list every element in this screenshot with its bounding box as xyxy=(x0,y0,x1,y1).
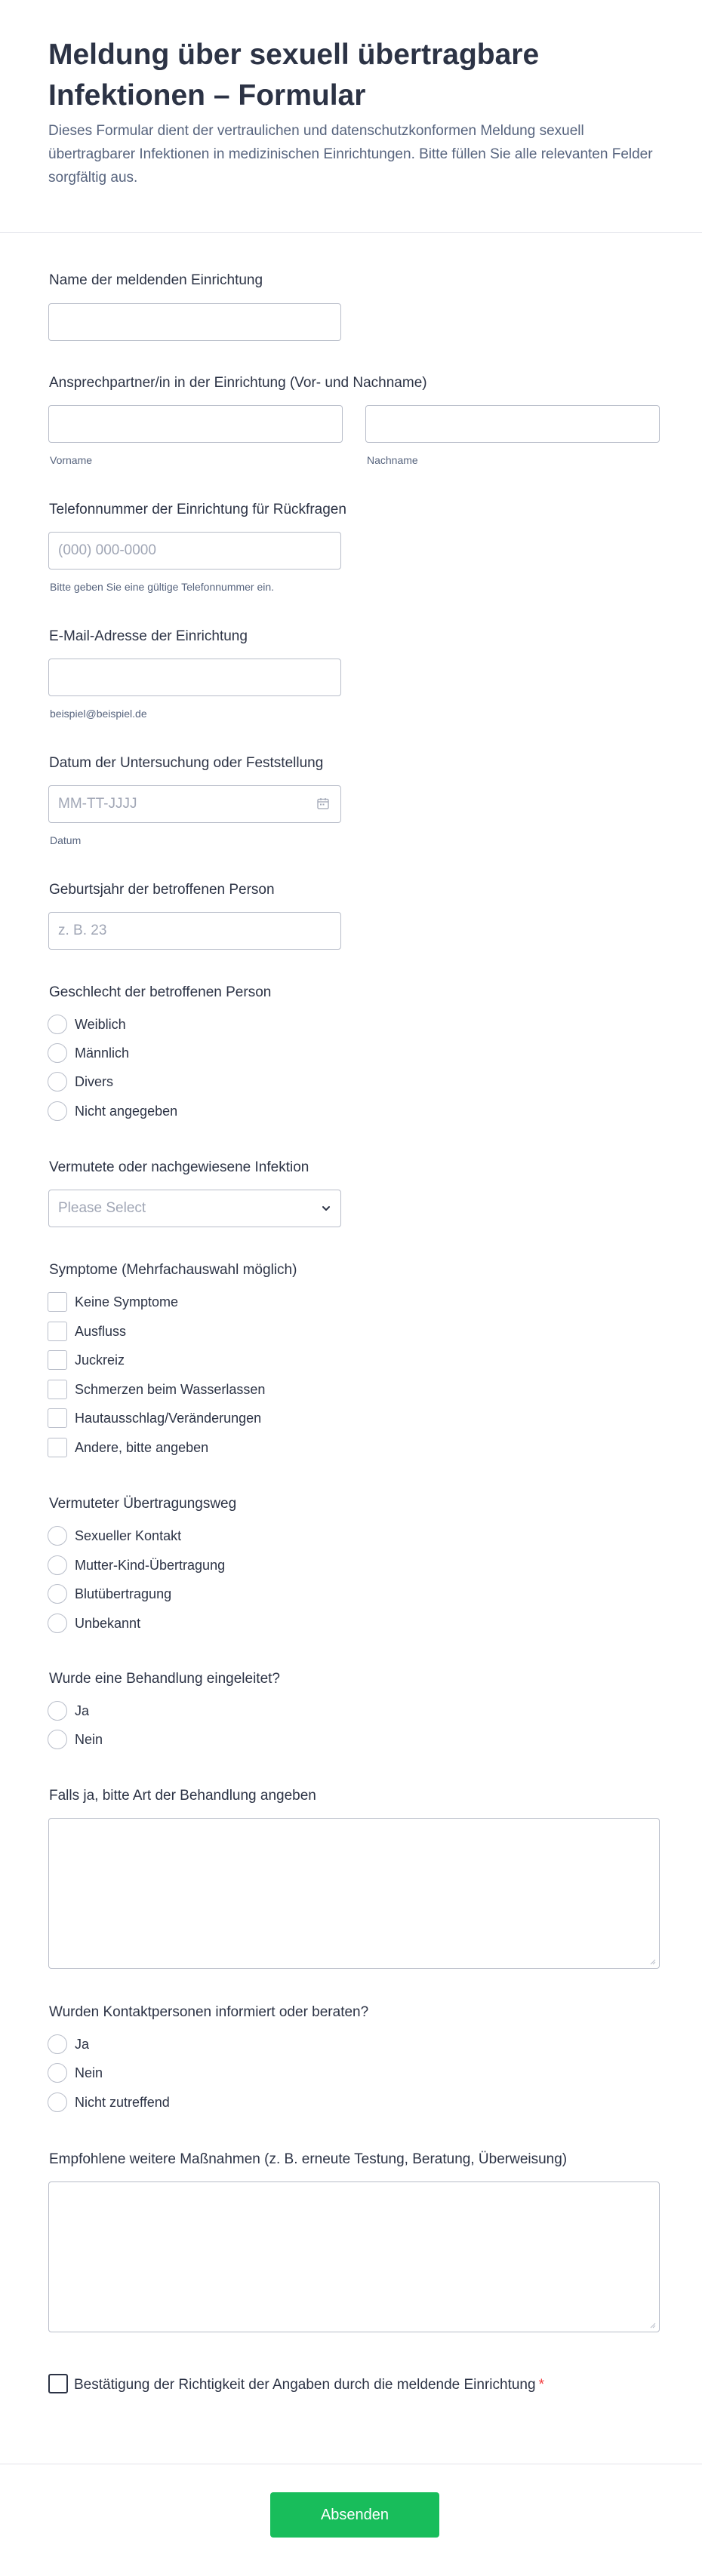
radio-button[interactable] xyxy=(48,1584,67,1604)
form-description: Dieses Formular dient der vertraulichen und datenschutzkonformen Meldung sexuell übertragbarer Infektionen in medizinischen Einrichtungen. Bitte füllen Sie alle relevanten Felder sorgfältig aus. xyxy=(48,123,653,186)
phone-hint: Bitte geben Sie eine gültige Telefonnummer ein. xyxy=(50,581,275,593)
infection-select[interactable] xyxy=(48,1190,341,1227)
contacts-informed-option[interactable] xyxy=(48,2092,170,2113)
symptom-option[interactable] xyxy=(48,1437,208,1458)
symptoms-label: Symptome (Mehrfachauswahl möglich) xyxy=(49,1262,297,1278)
treatment-option[interactable] xyxy=(48,1729,103,1750)
submit-button[interactable]: Absenden xyxy=(270,2492,439,2538)
symptom-option-label: Ausfluss xyxy=(75,1323,127,1339)
contacts-informed-option-label: Nicht zutreffend xyxy=(75,2094,170,2110)
gender-option[interactable] xyxy=(48,1042,129,1064)
contacts-informed-option-label: Ja xyxy=(75,2036,90,2052)
resize-grip-icon[interactable] xyxy=(648,2321,656,2329)
transmission-option-label: Mutter-Kind-Übertragung xyxy=(75,1557,226,1573)
treatment-option-label: Ja xyxy=(75,1702,90,1718)
treatment-label: Wurde eine Behandlung eingeleitet? xyxy=(49,1671,280,1687)
gender-option[interactable] xyxy=(48,1101,177,1122)
gender-option[interactable] xyxy=(48,1071,113,1092)
radio-button[interactable] xyxy=(48,1101,67,1121)
last-name-sublabel: Nachname xyxy=(367,454,418,466)
symptom-option[interactable] xyxy=(48,1291,178,1313)
checkbox[interactable] xyxy=(48,1380,67,1399)
transmission-option[interactable] xyxy=(48,1525,181,1546)
radio-button[interactable] xyxy=(48,1015,67,1034)
gender-option-label: Nicht angegeben xyxy=(75,1103,178,1119)
transmission-option-label: Sexueller Kontakt xyxy=(75,1527,182,1543)
phone-label: Telefonnummer der Einrichtung für Rückfragen xyxy=(49,502,346,517)
radio-button[interactable] xyxy=(48,2034,67,2054)
contacts-informed-label: Wurden Kontaktpersonen informiert oder beraten? xyxy=(49,2004,369,2020)
confirmation-checkbox[interactable] xyxy=(48,2374,68,2393)
radio-button[interactable] xyxy=(48,1555,67,1575)
email-hint: beispiel@beispiel.de xyxy=(50,708,147,720)
radio-button[interactable] xyxy=(48,1526,67,1546)
transmission-option-label: Blutübertragung xyxy=(75,1586,172,1601)
infection-label: Vermutete oder nachgewiesene Infektion xyxy=(49,1159,309,1175)
required-marker: * xyxy=(538,2377,544,2393)
first-name-sublabel: Vorname xyxy=(50,454,93,466)
transmission-option[interactable] xyxy=(48,1555,225,1576)
form-header xyxy=(48,35,660,189)
radio-button[interactable] xyxy=(48,1072,67,1091)
radio-button[interactable] xyxy=(48,1613,67,1633)
symptom-option[interactable] xyxy=(48,1379,265,1400)
contacts-informed-option-label: Nein xyxy=(75,2065,103,2080)
date-label: Datum der Untersuchung oder Feststellung xyxy=(49,755,324,771)
radio-button[interactable] xyxy=(48,1730,67,1749)
checkbox[interactable] xyxy=(48,1322,67,1341)
measures-label: Empfohlene weitere Maßnahmen (z. B. erneute Testung, Beratung, Überweisung) xyxy=(49,2151,568,2167)
contacts-informed-option[interactable] xyxy=(48,2062,103,2083)
symptom-option-label: Juckreiz xyxy=(75,1352,125,1368)
checkbox[interactable] xyxy=(48,1408,67,1428)
transmission-option[interactable] xyxy=(48,1613,140,1634)
transmission-option-label: Unbekannt xyxy=(75,1615,141,1631)
radio-button[interactable] xyxy=(48,2092,67,2112)
symptom-option-label: Schmerzen beim Wasserlassen xyxy=(75,1381,266,1397)
last-name-input[interactable] xyxy=(365,405,660,443)
treatment-type-textarea[interactable] xyxy=(48,1818,660,1969)
date-input[interactable] xyxy=(48,785,341,823)
treatment-option-label: Nein xyxy=(75,1731,103,1747)
radio-button[interactable] xyxy=(48,2063,67,2083)
treatment-type-label: Falls ja, bitte Art der Behandlung angeben xyxy=(49,1788,316,1804)
institution-input[interactable] xyxy=(48,303,341,341)
treatment-option[interactable] xyxy=(48,1700,89,1721)
symptom-option-label: Hautausschlag/Veränderungen xyxy=(75,1410,262,1426)
birth-year-label: Geburtsjahr der betroffenen Person xyxy=(49,882,275,898)
gender-option-label: Männlich xyxy=(75,1045,130,1061)
chevron-down-icon xyxy=(321,1203,331,1214)
gender-label: Geschlecht der betroffenen Person xyxy=(49,984,272,1000)
gender-option[interactable] xyxy=(48,1014,126,1035)
symptom-option-label: Keine Symptome xyxy=(75,1294,179,1309)
contacts-informed-option[interactable] xyxy=(48,2034,89,2055)
measures-textarea[interactable] xyxy=(48,2181,660,2332)
radio-button[interactable] xyxy=(48,1043,67,1063)
symptom-option[interactable] xyxy=(48,1408,261,1429)
symptom-option[interactable] xyxy=(48,1349,125,1371)
checkbox[interactable] xyxy=(48,1350,67,1370)
radio-button[interactable] xyxy=(48,1701,67,1721)
email-input[interactable] xyxy=(48,659,341,696)
resize-grip-icon[interactable] xyxy=(648,1957,656,1965)
calendar-icon[interactable] xyxy=(316,797,330,810)
phone-input[interactable] xyxy=(48,532,341,570)
institution-label: Name der meldenden Einrichtung xyxy=(49,272,263,288)
symptom-option-label: Andere, bitte angeben xyxy=(75,1439,209,1455)
transmission-option[interactable] xyxy=(48,1583,171,1604)
gender-option-label: Divers xyxy=(75,1073,114,1089)
checkbox[interactable] xyxy=(48,1292,67,1312)
header-divider xyxy=(0,232,702,233)
contact-label: Ansprechpartner/in in der Einrichtung (Vor- und Nachname) xyxy=(49,375,427,391)
transmission-label: Vermuteter Übertragungsweg xyxy=(49,1496,237,1512)
confirmation-field[interactable] xyxy=(48,2374,547,2396)
infection-select-value: Please Select xyxy=(58,1200,146,1216)
birth-year-input[interactable] xyxy=(48,912,341,950)
form-title: Meldung über sexuell übertragbare Infektionen – Formular xyxy=(48,38,540,112)
symptom-option[interactable] xyxy=(48,1321,126,1342)
checkbox[interactable] xyxy=(48,1438,67,1457)
confirmation-label: Bestätigung der Richtigkeit der Angaben durch die meldende Einrichtung xyxy=(74,2377,536,2393)
email-label: E-Mail-Adresse der Einrichtung xyxy=(49,628,248,644)
first-name-input[interactable] xyxy=(48,405,343,443)
gender-option-label: Weiblich xyxy=(75,1016,126,1032)
date-hint: Datum xyxy=(50,834,82,846)
